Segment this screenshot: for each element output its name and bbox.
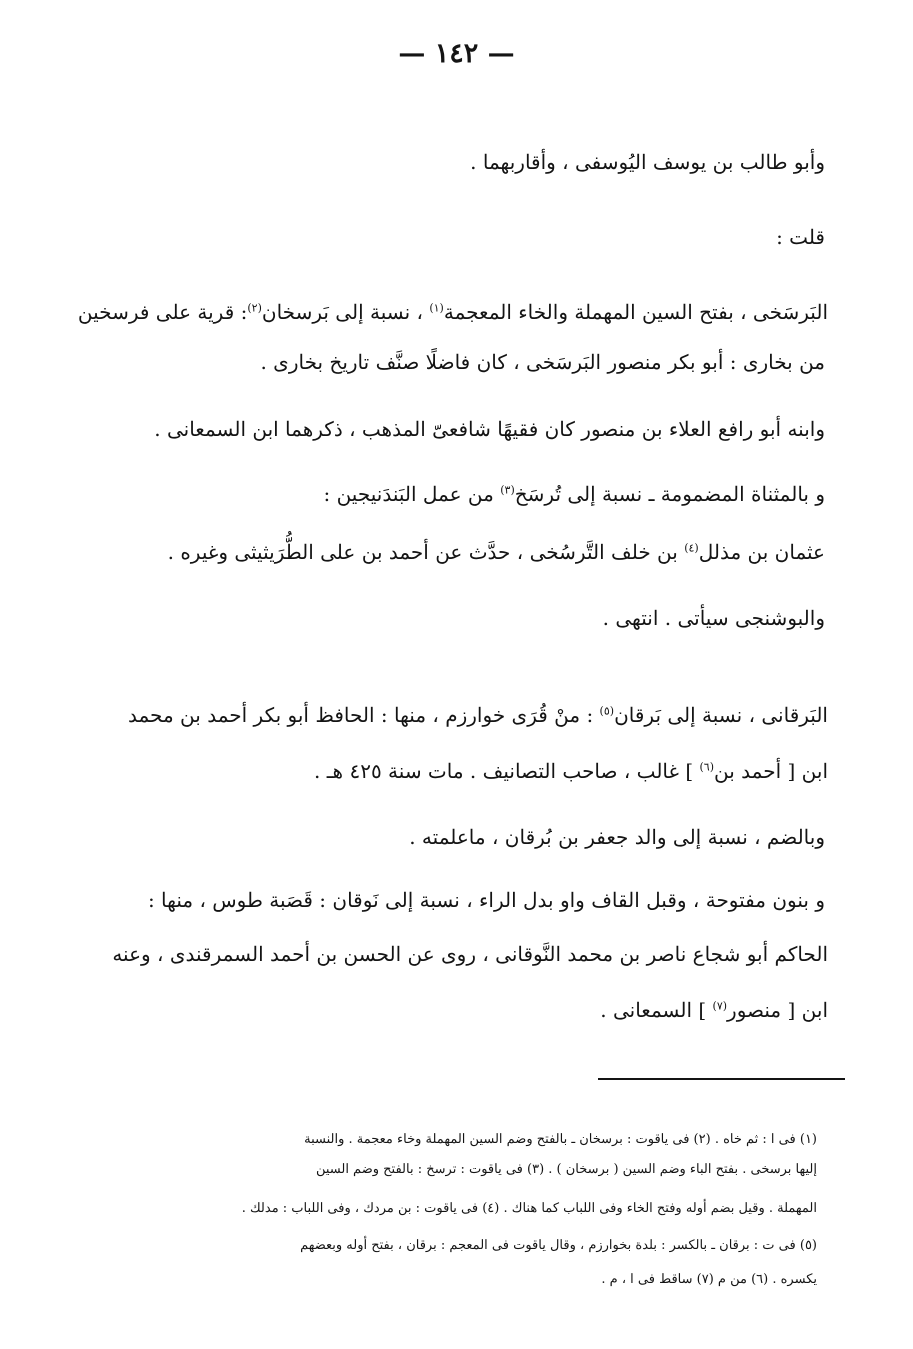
text-line-13: الحاكم أبو شجاع ناصر بن محمد النَّوقانى ، روى عن الحسن بن أحمد السمرقندى ، وعنه xyxy=(112,942,828,966)
text-line-9-part-a: البَرقانى ، نسبة إلى بَرقان xyxy=(614,703,828,727)
text-line-7-part-b: بن خلف التَّرسُخى ، حدَّث عن أحمد بن على الطُّرَيثيثى وغيره . xyxy=(167,540,678,564)
note-mark-1: (١) xyxy=(429,301,444,315)
text-line-10 xyxy=(314,756,828,786)
text-line-6-part-b: من عمل البَندَنيجين : xyxy=(323,482,494,506)
text-line-6 xyxy=(323,479,825,509)
footnote-line-4: (٥) فى ت : برقان ـ بالكسر : بلدة بخوارزم ، وقال ياقوت فى المعجم : برقان ، بفتح أوله وبعضهم xyxy=(300,1238,817,1253)
text-line-10-part-a: ابن [ أحمد بن xyxy=(714,759,828,783)
text-line-3 xyxy=(78,297,828,327)
page-number: — ١٤٢ — xyxy=(398,38,515,69)
note-mark-6: (٦) xyxy=(699,760,714,774)
text-line-6-part-a: و بالمثناة المضمومة ـ نسبة إلى تُرسَخ xyxy=(514,482,825,506)
note-mark-4: (٤) xyxy=(684,541,699,555)
text-line-12: و بنون مفتوحة ، وقبل القاف واو بدل الراء ، نسبة إلى نَوقان : قَصَبة طوس ، منها : xyxy=(147,888,825,912)
text-line-1: وأبو طالب بن يوسف اليُوسفى ، وأقاربهما . xyxy=(470,150,825,174)
text-line-8: والبوشنجى سيأتى . انتهى . xyxy=(602,606,825,630)
text-line-14-part-a: ابن [ منصور xyxy=(727,998,828,1022)
footnote-line-1: (١) فى ا : ثم خاه . (٢) فى ياقوت : برسخان ـ بالفتح وضم السين المهملة وخاء معجمة . والنسبة xyxy=(304,1132,817,1147)
text-line-10-part-b: ] غالب ، صاحب التصانيف . مات سنة ٤٢٥ هـ . xyxy=(313,759,694,783)
text-line-11: وبالضم ، نسبة إلى والد جعفر بن بُرقان ، ماعلمته . xyxy=(409,825,825,849)
footnote-line-2: إليها برسخى . بفتح الباء وضم السين ( برسخان ) . (٣) فى ياقوت : ترسخ : بالفتح وضم السين xyxy=(315,1162,817,1177)
text-line-3-part-c: : قرية على فرسخين xyxy=(77,300,248,324)
footnote-line-3: المهملة . وقيل بضم أوله وفتح الخاء وفى اللباب كما هناك . (٤) فى ياقوت : بن مردك ، وفى اللباب : مدلك . xyxy=(241,1201,817,1216)
text-line-3-part-b: ، نسبة إلى بَرسخان xyxy=(261,300,423,324)
text-line-9-part-b: : منْ قُرَى خوارزم ، منها : الحافظ أبو بكر أحمد بن محمد xyxy=(128,703,594,727)
text-line-3-part-a: البَرسَخى ، بفتح السين المهملة والخاء المعجمة xyxy=(443,300,828,324)
note-mark-3: (٣) xyxy=(500,483,515,497)
note-mark-2: (٢) xyxy=(247,301,262,315)
text-line-14-part-b: ] السمعانى . xyxy=(600,998,707,1022)
text-line-2: قلت : xyxy=(776,225,825,249)
text-line-7-part-a: عثمان بن مذلل xyxy=(698,540,825,564)
text-line-7 xyxy=(168,537,825,567)
text-line-5: وابنه أبو رافع العلاء بن منصور كان فقيهًا شافعىّ المذهب ، ذكرهما ابن السمعانى . xyxy=(154,417,825,441)
note-mark-7: (٧) xyxy=(712,999,728,1013)
footnote-line-5: يكسره . (٦) من م (٧) ساقط فى ا ، م . xyxy=(601,1272,817,1287)
footnote-divider xyxy=(598,1078,845,1080)
text-line-14 xyxy=(600,995,828,1025)
text-line-9 xyxy=(128,700,828,730)
text-line-4: من بخارى : أبو بكر منصور البَرسَخى ، كان فاضلًا صنَّف تاريخ بخارى . xyxy=(260,350,825,374)
note-mark-5: (٥) xyxy=(599,704,615,718)
